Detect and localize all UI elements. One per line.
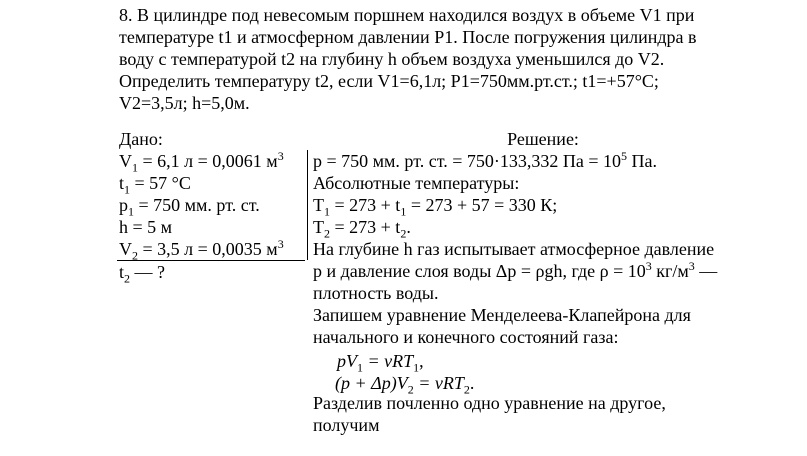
- t1-abs-mid: = 273 + t: [330, 195, 401, 215]
- pressure-sup: 5: [621, 149, 627, 163]
- f2-end: .: [469, 373, 475, 393]
- v2-sub: 2: [132, 248, 138, 263]
- density-dash: —: [694, 261, 718, 281]
- p1-value: = 750 мм. рт. ст.: [134, 195, 260, 215]
- density-sup: 3: [645, 259, 652, 273]
- f2-lhs: (p + Δp)V: [335, 373, 408, 393]
- given-p1: [117, 194, 305, 219]
- v1-value: = 6,1 л = 0,0061 м: [138, 151, 278, 171]
- t2-abs-end: .: [406, 217, 411, 237]
- t1-symbol: t: [119, 173, 125, 193]
- problem-line: воду с температурой t2 на глубину h объем воздуха уменьшился до V2.: [119, 49, 665, 69]
- abs-temp-heading: Абсолютные температуры:: [313, 173, 520, 193]
- given-v2: [117, 238, 305, 261]
- depth-text: На глубине h газ испытывает атмосферное давление: [313, 239, 715, 259]
- pressure-text: p = 750 мм. рт. ст. = 750·133,332 Па = 10: [313, 151, 621, 171]
- problem-line: температуре t1 и атмосферном давлении P1. После погружения цилиндра в: [119, 27, 697, 47]
- pressure-unit: Па.: [627, 151, 657, 171]
- v1-symbol: V: [119, 151, 132, 171]
- density-unit: кг/м: [651, 261, 689, 281]
- solution-line: [313, 260, 773, 282]
- t1-sub: 1: [124, 182, 131, 197]
- v2-sup: 3: [277, 237, 284, 251]
- f1-rhs: = νRT: [363, 351, 414, 371]
- solution-line: [313, 304, 773, 326]
- f1-lhs: pV: [337, 351, 357, 371]
- solution-line: [313, 238, 773, 260]
- solution-line: [313, 326, 773, 348]
- density-label: плотность воды.: [313, 283, 439, 303]
- states-text: начального и конечного состояний газа:: [313, 327, 619, 347]
- t1-abs-sub2: 1: [400, 204, 407, 219]
- t2-abs-mid: = 273 + t: [330, 217, 401, 237]
- given-h: [117, 216, 305, 238]
- v1-sup: 3: [277, 149, 284, 163]
- water-pressure-text: p и давление слоя воды Δp = ρgh, где ρ = 10: [313, 261, 646, 281]
- solution-line: [313, 150, 773, 172]
- f2-sub: 2: [407, 382, 414, 397]
- problem-line: V2=3,5л; h=5,0м.: [119, 93, 250, 113]
- problem-statement: [119, 4, 759, 114]
- find-sub: 2: [124, 271, 131, 286]
- v1-sub: 1: [132, 160, 138, 175]
- t1-abs-sub: 1: [324, 204, 330, 219]
- problem-line: Определить температуру t2, если V1=6,1л; P1=750мм.рт.ст.; t1=+57°С;: [119, 71, 659, 91]
- f2-rhs: = νRT: [413, 373, 464, 393]
- solution-line: [313, 172, 773, 194]
- formula-final-state: [313, 370, 773, 397]
- t2-abs-symbol: T: [313, 217, 324, 237]
- solution-line: [313, 282, 773, 304]
- t2-abs-sub: 2: [324, 226, 330, 241]
- given-t1: [117, 172, 305, 197]
- find-row: [117, 261, 305, 286]
- h-value: h = 5 м: [119, 217, 173, 237]
- v2-value: = 3,5 л = 0,0035 м: [138, 239, 278, 259]
- given-block: [117, 128, 305, 286]
- given-title: [117, 128, 305, 150]
- find-value: — ?: [130, 262, 166, 282]
- given-title-text: Дано:: [119, 129, 163, 149]
- solution-block: [313, 128, 773, 436]
- solution-title-text: Решение:: [507, 129, 579, 149]
- t1-abs-end: = 273 + 57 = 330 К;: [406, 195, 558, 215]
- density-unit-sup: 3: [688, 259, 695, 273]
- solution-line: [313, 392, 773, 414]
- f1-end: ,: [419, 351, 424, 371]
- f1-sub2: 1: [413, 360, 420, 375]
- divide-text: Разделив почленно одно уравнение на другое,: [313, 393, 666, 413]
- solution-line: [313, 216, 773, 241]
- f1-sub: 1: [357, 360, 363, 375]
- t1-abs-symbol: T: [313, 195, 324, 215]
- v2-symbol: V: [119, 239, 132, 259]
- t1-value: = 57 °С: [130, 173, 191, 193]
- p1-sub: 1: [128, 204, 134, 219]
- mendeleev-text: Запишем уравнение Менделеева-Клапейрона для: [313, 305, 691, 325]
- solution-line: [313, 194, 773, 219]
- solution-title: [313, 128, 773, 150]
- given-v1: [117, 149, 305, 175]
- f2-sub2: 2: [463, 382, 470, 397]
- find-symbol: t: [119, 262, 125, 282]
- problem-line: 8. В цилиндре под невесомым поршнем находился воздух в объеме V1 при: [119, 5, 695, 25]
- t2-abs-sub2: 2: [400, 226, 407, 241]
- solution-line: [313, 414, 773, 436]
- formula-initial-state: [313, 348, 773, 375]
- given-vertical-divider: [307, 150, 308, 260]
- p1-symbol: p: [119, 195, 128, 215]
- obtain-text: получим: [313, 415, 380, 435]
